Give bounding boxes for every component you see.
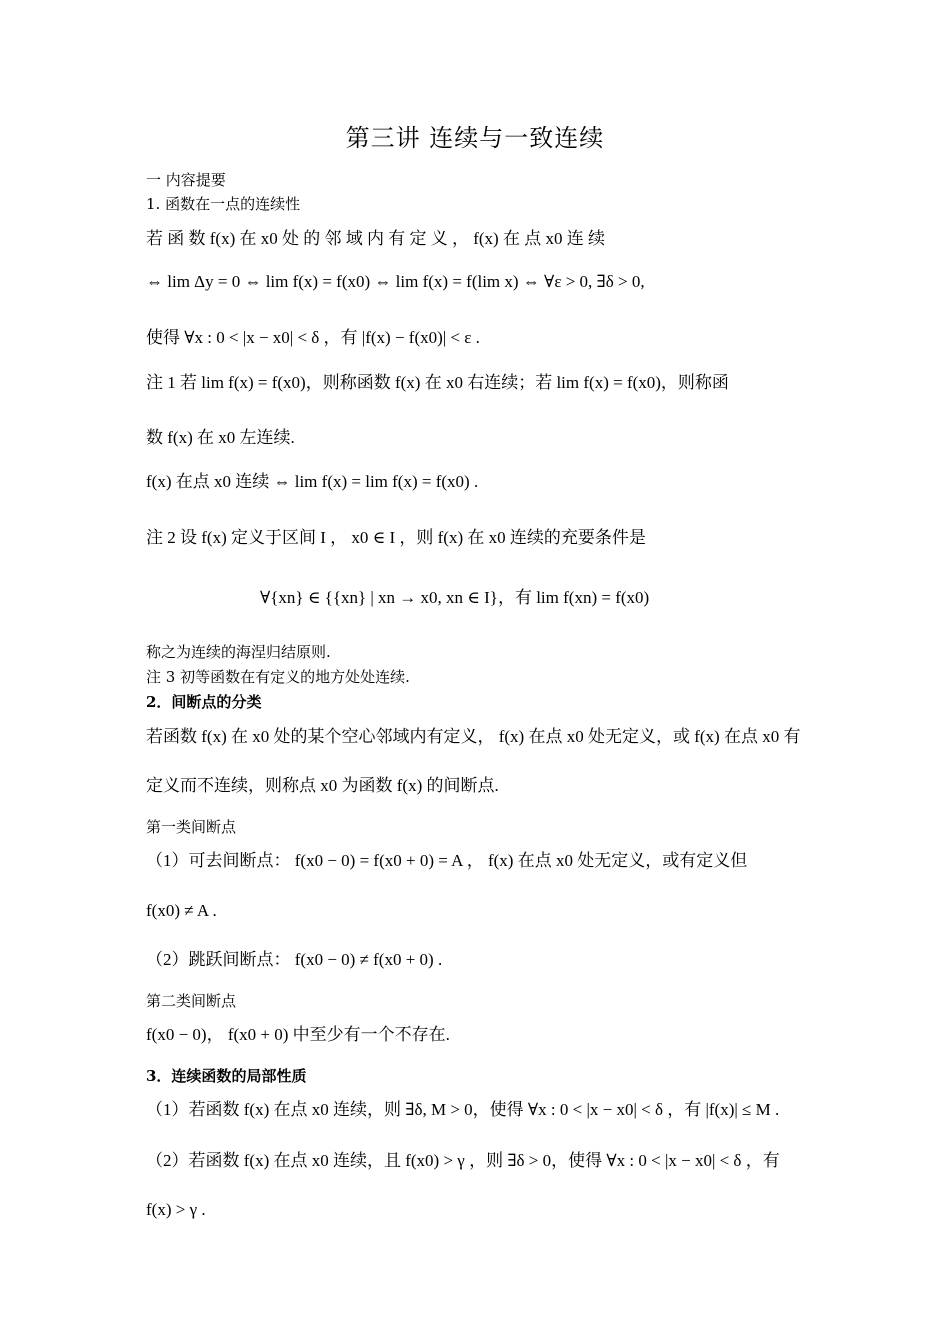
page-title: 第三讲 连续与一致连续 [345,124,605,152]
math-text: （1）若函数 f(x) 在点 x0 连续，则 ∃δ, M > 0，使得 ∀x : 0 < |x − x0| < δ ，有 |f(x)| ≤ M . [146,1100,780,1119]
math-text: f(x) > γ . [146,1200,206,1219]
math-text: f(x0 − 0)， f(x0 + 0) 中至少有一个不存在. [146,1025,450,1044]
math-text: ∀{xn} ∈ {{xn} | xn → x0, xn ∈ I}，有 lim f(xn) = f(x0) [260,588,650,607]
kind-2-definition [146,1025,450,1045]
epsilon-delta-line [146,328,480,348]
math-text: 使得 ∀x : 0 < |x − x0| < δ ，有 |f(x) − f(x0)| < ε . [146,328,480,347]
heine-principle-label: 称之为连续的海涅归结原则. [146,643,331,661]
math-text: ⇔ lim Δy = 0 ⇔ lim f(x) = f(x0) ⇔ lim f(x) = f(lim x) ⇔ ∀ε > 0, ∃δ > 0, [146,272,645,291]
kind-1-heading: 第一类间断点 [146,818,237,836]
math-text: 注 2 设 f(x) 定义于区间 I ， x0 ∈ I ，则 f(x) 在 x0 连续的充要条件是 [146,528,646,547]
discontinuity-definition-line [146,727,800,747]
math-text: （1）可去间断点： f(x0 − 0) = f(x0 + 0) = A ， f(x) 在点 x0 处无定义，或有定义但 [146,851,748,870]
equivalence-chain [146,272,645,292]
kind-2-heading: 第二类间断点 [146,992,237,1010]
note-3: 注 3 初等函数在有定义的地方处处连续. [146,668,410,686]
math-text: 定义而不连续，则称点 x0 为函数 f(x) 的间断点. [146,776,499,795]
subsection-heading: 2．间断点的分类 [146,693,262,711]
math-text: （2）若函数 f(x) 在点 x0 连续，且 f(x0) > γ ，则 ∃δ > 0，使得 ∀x : 0 < |x − x0| < δ ，有 [146,1151,780,1170]
math-text: （2）跳跃间断点： f(x0 − 0) ≠ f(x0 + 0) . [146,950,443,969]
note-2-line [146,528,646,548]
definition-line [146,229,605,249]
sign-preservation [146,1151,780,1171]
note-1-equivalence [146,472,478,492]
note-1-line [146,428,295,448]
math-text: f(x) 在点 x0 连续 ⇔ lim f(x) = lim f(x) = f(x0) . [146,472,479,491]
note-1-line [146,373,729,393]
heine-criterion-formula [260,588,649,608]
subsection-heading: 1. 函数在一点的连续性 [146,195,301,213]
subsection-heading: 3．连续函数的局部性质 [146,1067,307,1085]
math-text: 若函数 f(x) 在 x0 处的某个空心邻域内有定义， f(x) 在点 x0 处无定义，或 f(x) 在点 x0 有 [146,727,801,746]
jump-discontinuity [146,950,442,970]
math-text: 注 1 若 lim f(x) = f(x0)，则称函数 f(x) 在 x0 右连续；若 lim f(x) = f(x0)，则称函 [146,373,729,392]
sign-preservation [146,1200,206,1220]
removable-discontinuity [146,901,217,921]
math-text: 若 函 数 f(x) 在 x0 处 的 邻 域 内 有 定 义 ， f(x) 在 点 x0 连 续 [146,229,605,248]
removable-discontinuity [146,851,747,871]
section-heading: 一 内容提要 [146,171,226,189]
math-text: 数 f(x) 在 x0 左连续. [146,428,295,447]
discontinuity-definition-line [146,776,499,796]
math-text: f(x0) ≠ A . [146,901,217,920]
local-boundedness [146,1100,779,1120]
